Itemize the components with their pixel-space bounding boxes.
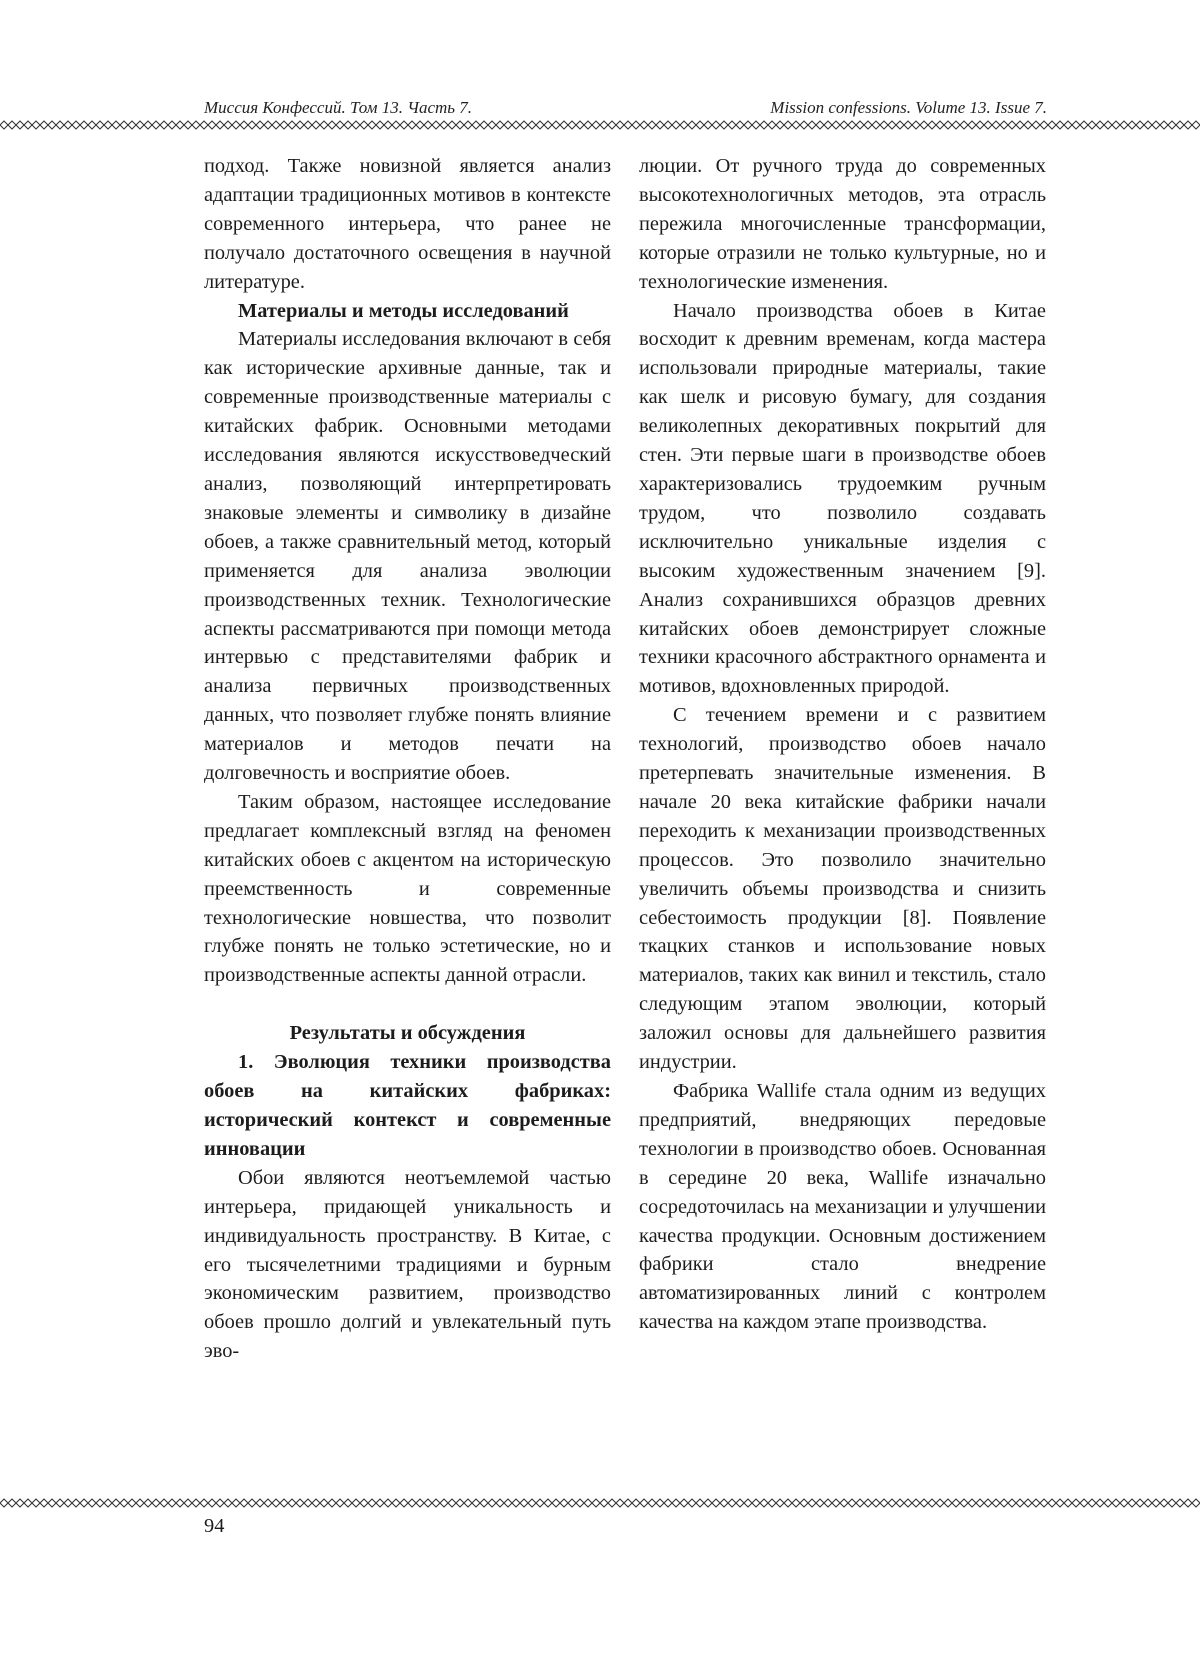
header-journal-en: Mission confessions. Volume 13. Issue 7.: [770, 98, 1047, 117]
page-number: 94: [204, 1515, 225, 1537]
running-header: [204, 96, 1047, 120]
left-column: [204, 152, 611, 1366]
paragraph: Начало производства обоев в Китае восходит к древним временам, когда мастера использовали природные материалы, такие как шелк и рисовую бумагу, для создания великолепных декоративных покрытий для стен. Эти первые шаги в производстве обоев характеризовались трудоемким ручным трудом, что позволило создавать исключительно уникальные изделия с высоким художественным значением [9]. Анализ сохранившихся образцов древних китайских обоев демонстрирует сложные техники красочного абстрактного орнамента и мотивов, вдохновленных природой.: [639, 299, 1046, 698]
paragraph: Обои являются неотъемлемой частью интерьера, придающей уникальность и индивидуальность пространству. В Китае, с его тысячелетними традициями и бурным экономическим развитием, производство обоев прошло долгий и увлекательный путь эво-: [204, 1166, 611, 1363]
section-heading-materials: Материалы и методы исследований: [238, 299, 569, 322]
paragraph: люции. От ручного труда до современных высокотехнологичных методов, эта отрасль пережила многочисленные трансформации, которые отразили не только культурные, но и технологические изменения.: [639, 155, 1046, 293]
bottom-ornament-rule: [0, 1497, 1200, 1509]
paragraph: Таким образом, настоящее исследование предлагает комплексный взгляд на феномен китайских обоев с акцентом на историческую преемственность и современные технологические новшества, что позволит глубже понять не только эстетические, но и производственные аспекты данной отрасли.: [204, 790, 611, 987]
paragraph: Фабрика Wallife стала одним из ведущих предприятий, внедряющих передовые технологии в производство обоев. Основанная в середине 20 века, Wallife изначально сосредоточилась на механизации и улучшении качества продукции. Основным достижением фабрики стало внедрение автоматизированных линий с контролем качества на каждом этапе производства.: [639, 1080, 1046, 1334]
top-ornament-rule: [0, 119, 1200, 131]
header-journal-ru: Миссия Конфессий. Том 13. Часть 7.: [204, 98, 473, 117]
right-column: [639, 152, 1046, 1337]
paragraph: С течением времени и с развитием технологий, производство обоев начало претерпевать значительные изменения. В начале 20 века китайские фабрики начали переходить к механизации производственных процессов. Это позволило значительно увеличить объемы производства и снизить себестоимость продукции [8]. Появление ткацких станков и использование новых материалов, таких как винил и текстиль, стало следующим этапом эволюции, который заложил основы для дальнейшего развития индустрии.: [639, 704, 1046, 1074]
section-heading-results: Результаты и обсуждения: [289, 1022, 526, 1045]
subsection-heading-evolution: 1. Эволюция техники производства обоев на китайских фабриках: исторический контекст и современные инновации: [204, 1051, 611, 1160]
paragraph: подход. Также новизной является анализ адаптации традиционных мотивов в контексте современного интерьера, что ранее не получало достаточного освещения в научной литературе.: [204, 155, 611, 293]
paragraph: Материалы исследования включают в себя как исторические архивные данные, так и современные производственные материалы с китайских фабрик. Основными методами исследования являются искусствоведческий анализ, позволяющий интерпретировать знаковые элементы и символику в дизайне обоев, а также сравнительный метод, который применяется для анализа эволюции производственных техник. Технологические аспекты рассматриваются при помощи метода интервью с представителями фабрик и анализа первичных производственных данных, что позволяет глубже понять влияние материалов и методов печати на долговечность и восприятие обоев.: [204, 328, 611, 785]
